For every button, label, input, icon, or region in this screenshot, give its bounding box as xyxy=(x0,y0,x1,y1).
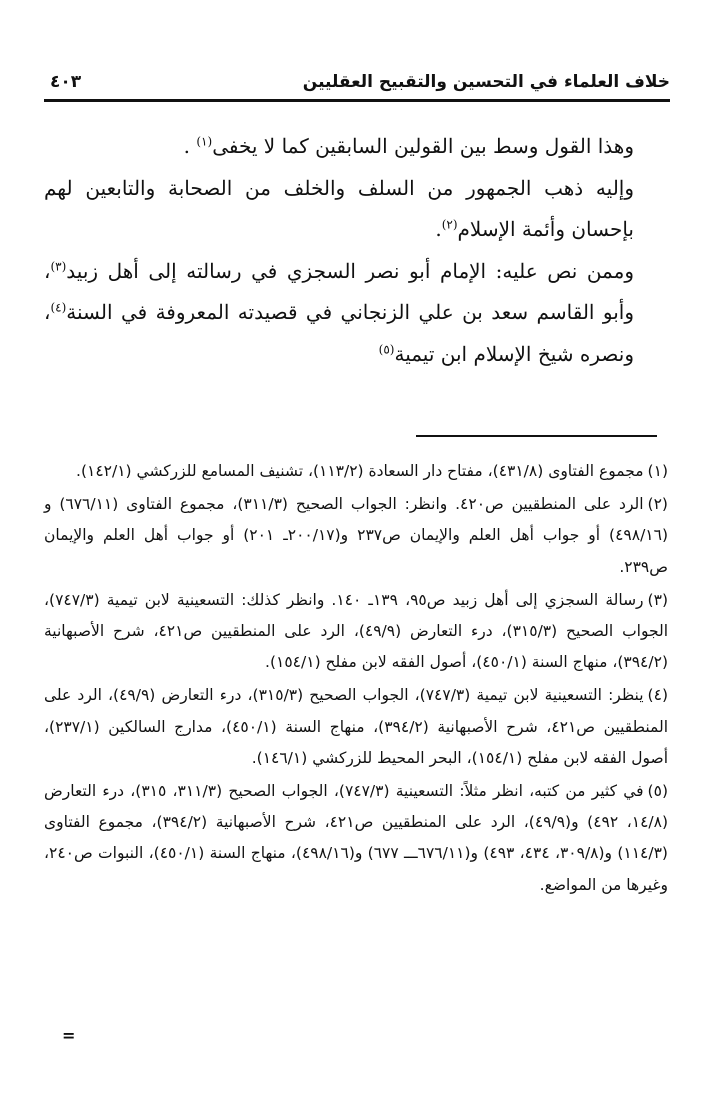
footnote-text: مجموع الفتاوى (٤٣١/٨)، مفتاح دار السعادة (١١٣/٢)، تشنيف المسامع للزركشي (١٤٢/١). xyxy=(76,462,644,480)
footnotes xyxy=(44,456,668,903)
paragraph-1 xyxy=(44,126,668,168)
footnote-number: (٤) xyxy=(647,686,668,705)
running-header xyxy=(44,66,670,102)
paragraph-1-end: . xyxy=(183,134,197,158)
paragraph-2 xyxy=(44,168,668,251)
footnote-ref-2[interactable]: (٢) xyxy=(441,217,458,232)
footnote-number: (٢) xyxy=(647,495,668,514)
paragraph-1-text: وهذا القول وسط بين القولين السابقين كما لا يخفى xyxy=(212,134,634,158)
paragraph-3-text-b: ، وأبو القاسم سعد بن علي الزنجاني في قصيدته المعروفة في السنة xyxy=(44,258,634,324)
header-title: خلاف العلماء في التحسين والتقبيح العقليين xyxy=(302,72,670,92)
footnote-text: ينظر: التسعينية لابن تيمية (٧٤٧/٣)، الجواب الصحيح (٣١٥/٣)، درء التعارض (٤٩/٩)، الرد على المنطقيين ص٤٢١، شرح الأصبهانية (٣٩٤/٢)، منهاج السنة (٤٥٠/١)، مدارج السالكين (٢٣٧/١)، أصول الفقه لابن مفلح (١٥٤/١)، البحر المحيط للزركشي (١٤٦/١). xyxy=(44,686,669,767)
footnote-2 xyxy=(44,489,668,583)
footnote-number: (١) xyxy=(647,462,668,480)
footnote-number: (٣) xyxy=(647,590,668,609)
paragraph-3 xyxy=(44,251,668,376)
main-text xyxy=(44,126,668,375)
continuation-mark: = xyxy=(62,1026,76,1045)
footnote-ref-5[interactable]: (٥) xyxy=(378,341,395,356)
footnote-ref-4[interactable]: (٤) xyxy=(50,300,67,315)
footnote-text: الرد على المنطقيين ص٤٢٠. وانظر: الجواب الصحيح (٣١١/٣)، مجموع الفتاوى (٦٧٦/١١) و (٤٩٨/١٦) أو جواب أهل العلم والإيمان ص٢٣٧ و(٢٠٠/١٧ـ ٢٠١) أو جواب أهل العلم والإيمان ص٢٣٩. xyxy=(44,495,669,576)
footnote-text: في كثير من كتبه، انظر مثلاً: التسعينية (٧٤٧/٣)، الجواب الصحيح (٣١١/٣، ٣١٥)، درء التعارض (١٤/٨، ٤٩٢) و(٤٩/٩)، الرد على المنطقيين ص٤٢١، شرح الأصبهانية (٣٩٤/٢)، مجموع الفتاوى (١١٤/٣) و(٣٠٩/٨، ٤٣٤، ٤٩٣) و(٦٧٦/١١ـــ ٦٧٧) و(٤٩٨/١٦)، منهاج السنة (٤٥٠/١)، النبوات ص٢٤٠، وغيرها من المواضع. xyxy=(44,782,669,894)
footnote-separator xyxy=(416,435,657,437)
footnote-ref-1[interactable]: (١) xyxy=(196,134,213,149)
paragraph-2-end: . xyxy=(435,217,442,241)
footnote-text: رسالة السجزي إلى أهل زبيد ص٩٥، ١٣٩ـ ١٤٠. وانظر كذلك: التسعينية لابن تيمية (٧٤٧/٣)، الجواب الصحيح (٣١٥/٣)، درء التعارض (٤٩/٩)، الرد على المنطقيين ص٤٢١، شرح الأصبهانية (٣٩٤/٢)، منهاج السنة (٤٥٠/١)، أصول الفقه لابن مفلح (١٥٤/١). xyxy=(44,590,669,672)
footnote-3 xyxy=(44,585,668,679)
header-rule xyxy=(44,99,670,102)
footnote-4 xyxy=(44,680,668,774)
paragraph-3-text-c: ، ونصره شيخ الإسلام ابن تيمية xyxy=(44,300,634,366)
footnote-5 xyxy=(44,776,668,901)
paragraph-3-text-a: وممن نص عليه: الإمام أبو نصر السجزي في رسالته إلى أهل زبيد xyxy=(66,258,634,283)
paragraph-2-text: وإليه ذهب الجمهور من السلف والخلف من الصحابة والتابعين لهم بإحسان وأئمة الإسلام xyxy=(44,175,634,241)
page-number: ٤٠٣ xyxy=(50,72,82,92)
footnote-number: (٥) xyxy=(647,782,668,801)
footnote-ref-3[interactable]: (٣) xyxy=(50,258,67,273)
footnote-1 xyxy=(44,456,668,487)
